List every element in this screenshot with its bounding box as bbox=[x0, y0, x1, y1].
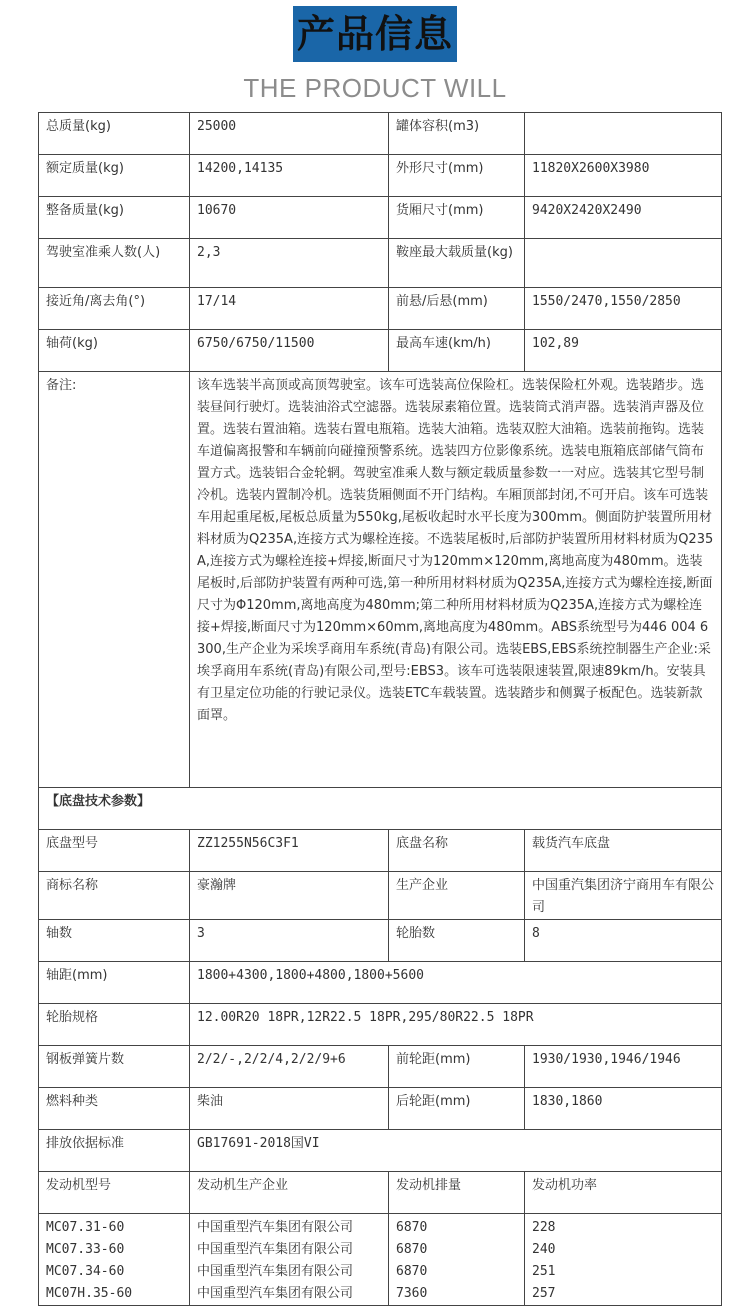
engine-maker: 中国重型汽车集团有限公司 bbox=[197, 1264, 354, 1279]
emission-value: GB17691-2018国VI bbox=[190, 1130, 722, 1172]
front-track-label: 前轮距(mm) bbox=[389, 1046, 525, 1088]
total-mass-label: 总质量(kg) bbox=[39, 113, 190, 155]
engine-power: 228 bbox=[532, 1220, 556, 1235]
engine-power: 251 bbox=[532, 1264, 556, 1279]
table-row bbox=[39, 372, 722, 788]
page-title: 产品信息 bbox=[293, 6, 457, 62]
dimensions-value: 11820X2600X3980 bbox=[525, 155, 722, 197]
tire-spec-label: 轮胎规格 bbox=[39, 1004, 190, 1046]
chassis-model-label: 底盘型号 bbox=[39, 830, 190, 872]
cab-seats-label: 驾驶室准乘人数(人) bbox=[39, 239, 190, 288]
tank-volume-label: 罐体容积(m3) bbox=[389, 113, 525, 155]
engine-maker: 中国重型汽车集团有限公司 bbox=[197, 1220, 354, 1235]
engine-maker: 中国重型汽车集团有限公司 bbox=[197, 1286, 354, 1301]
engine-displacement: 6870 bbox=[396, 1220, 428, 1235]
fuel-value: 柴油 bbox=[190, 1088, 389, 1130]
remark-label: 备注: bbox=[39, 372, 190, 788]
engine-displacement: 6870 bbox=[396, 1264, 428, 1279]
table-row bbox=[39, 920, 722, 962]
table-row bbox=[39, 330, 722, 372]
tank-volume-value bbox=[525, 113, 722, 155]
engine-power-column bbox=[525, 1214, 722, 1306]
table-row bbox=[39, 197, 722, 239]
table-row bbox=[39, 962, 722, 1004]
max-speed-value: 102,89 bbox=[525, 330, 722, 372]
table-row bbox=[39, 239, 722, 288]
remark-text: 该车选装半高顶或高顶驾驶室。该车可选装高位保险杠。选装保险杠外观。选装踏步。选装昼间行驶灯。选装油浴式空滤器。选装尿素箱位置。选装筒式消声器。选装消声器及位置。选装右置油箱。选装右置电瓶箱。选装大油箱。选装双腔大油箱。选装前拖钩。选装车道偏离报警和车辆前向碰撞预警系统。选装四方位影像系统。选装电瓶箱底部储气筒布置方式。选装铝合金轮辋。驾驶室准乘人数与额定载质量参数一一对应。选装其它型号制冷机。选装内置制冷机。选装货厢侧面不开门结构。车厢顶部封闭,不可开启。该车可选装车用起重尾板,尾板总质量为550kg,尾板收起时水平长度为300mm。侧面防护装置所用材料材质为Q235A,连接方式为螺栓连接。不选装尾板时,后部防护装置所用材料材质为Q235A,连接方式为螺栓连接+焊接,断面尺寸为120mm×120mm,离地高度为480mm。选装尾板时,后部防护装置有两种可选,第一种所用材料材质为Q235A,连接方式为螺栓连接,断面尺寸为Φ120mm,离地高度为480mm;第二种所用材料材质为Q235A,连接方式为螺栓连接+焊接,断面尺寸为120mm×60mm,离地高度为480mm。ABS系统型号为446 004 6300,生产企业为采埃孚商用车系统(青岛)有限公司。选装EBS,EBS系统控制器生产企业:采埃孚商用车系统(青岛)有限公司,型号:EBS3。该车可选装限速装置,限速89km/h。安装具有卫星定位功能的行驶记录仪。选装ETC车载装置。选装踏步和侧翼子板配色。选装新款面罩。 bbox=[190, 372, 722, 788]
engine-header-model: 发动机型号 bbox=[39, 1172, 190, 1214]
table-row bbox=[39, 1130, 722, 1172]
wheelbase-label: 轴距(mm) bbox=[39, 962, 190, 1004]
dimensions-label: 外形尺寸(mm) bbox=[389, 155, 525, 197]
approach-angle-label: 接近角/离去角(°) bbox=[39, 288, 190, 330]
axle-load-label: 轴荷(kg) bbox=[39, 330, 190, 372]
overhang-label: 前悬/后悬(mm) bbox=[389, 288, 525, 330]
engine-model: MC07.31-60 bbox=[46, 1220, 125, 1235]
emission-label: 排放依据标准 bbox=[39, 1130, 190, 1172]
engine-header-displacement: 发动机排量 bbox=[389, 1172, 525, 1214]
table-row bbox=[39, 1088, 722, 1130]
brand-value: 豪瀚牌 bbox=[190, 872, 389, 920]
table-row bbox=[39, 288, 722, 330]
tires-count-label: 轮胎数 bbox=[389, 920, 525, 962]
wheelbase-value: 1800+4300,1800+4800,1800+5600 bbox=[190, 962, 722, 1004]
engine-maker: 中国重型汽车集团有限公司 bbox=[197, 1242, 354, 1257]
table-row bbox=[39, 1046, 722, 1088]
axle-load-value: 6750/6750/11500 bbox=[190, 330, 389, 372]
title-wrap bbox=[0, 6, 750, 62]
curb-mass-label: 整备质量(kg) bbox=[39, 197, 190, 239]
engine-model: MC07.34-60 bbox=[46, 1264, 125, 1279]
total-mass-value: 25000 bbox=[190, 113, 389, 155]
table-row bbox=[39, 830, 722, 872]
fuel-label: 燃料种类 bbox=[39, 1088, 190, 1130]
engine-maker-column bbox=[190, 1214, 389, 1306]
maker-label: 生产企业 bbox=[389, 872, 525, 920]
engine-displacement-column bbox=[389, 1214, 525, 1306]
cab-seats-value: 2,3 bbox=[190, 239, 389, 288]
chassis-name-value: 载货汽车底盘 bbox=[525, 830, 722, 872]
engine-displacement: 7360 bbox=[396, 1286, 428, 1301]
engine-header-power: 发动机功率 bbox=[525, 1172, 722, 1214]
table-row bbox=[39, 1004, 722, 1046]
engine-model: MC07.33-60 bbox=[46, 1242, 125, 1257]
engine-header-maker: 发动机生产企业 bbox=[190, 1172, 389, 1214]
chassis-name-label: 底盘名称 bbox=[389, 830, 525, 872]
table-row bbox=[39, 788, 722, 830]
chassis-section-title: 【底盘技术参数】 bbox=[39, 788, 722, 830]
spec-table bbox=[38, 112, 722, 1306]
table-row bbox=[39, 1172, 722, 1214]
overhang-value: 1550/2470,1550/2850 bbox=[525, 288, 722, 330]
engine-displacement: 6870 bbox=[396, 1242, 428, 1257]
tires-count-value: 8 bbox=[525, 920, 722, 962]
engine-model: MC07H.35-60 bbox=[46, 1286, 133, 1301]
maker-value: 中国重汽集团济宁商用车有限公司 bbox=[525, 872, 722, 920]
front-track-value: 1930/1930,1946/1946 bbox=[525, 1046, 722, 1088]
saddle-load-value bbox=[525, 239, 722, 288]
cargo-size-value: 9420X2420X2490 bbox=[525, 197, 722, 239]
cargo-size-label: 货厢尺寸(mm) bbox=[389, 197, 525, 239]
page-subtitle: THE PRODUCT WILL bbox=[243, 73, 507, 103]
rated-mass-label: 额定质量(kg) bbox=[39, 155, 190, 197]
approach-angle-value: 17/14 bbox=[190, 288, 389, 330]
springs-label: 钢板弹簧片数 bbox=[39, 1046, 190, 1088]
engine-model-column bbox=[39, 1214, 190, 1306]
table-row bbox=[39, 113, 722, 155]
engine-rows bbox=[39, 1214, 722, 1306]
springs-value: 2/2/-,2/2/4,2/2/9+6 bbox=[190, 1046, 389, 1088]
axles-value: 3 bbox=[190, 920, 389, 962]
table-row bbox=[39, 872, 722, 920]
engine-power: 257 bbox=[532, 1286, 556, 1301]
engine-power: 240 bbox=[532, 1242, 556, 1257]
max-speed-label: 最高车速(km/h) bbox=[389, 330, 525, 372]
chassis-model-value: ZZ1255N56C3F1 bbox=[190, 830, 389, 872]
saddle-load-label: 鞍座最大载质量(kg) bbox=[389, 239, 525, 288]
tire-spec-value: 12.00R20 18PR,12R22.5 18PR,295/80R22.5 18PR bbox=[190, 1004, 722, 1046]
rated-mass-value: 14200,14135 bbox=[190, 155, 389, 197]
axles-label: 轴数 bbox=[39, 920, 190, 962]
curb-mass-value: 10670 bbox=[190, 197, 389, 239]
table-row bbox=[39, 155, 722, 197]
rear-track-label: 后轮距(mm) bbox=[389, 1088, 525, 1130]
brand-label: 商标名称 bbox=[39, 872, 190, 920]
rear-track-value: 1830,1860 bbox=[525, 1088, 722, 1130]
